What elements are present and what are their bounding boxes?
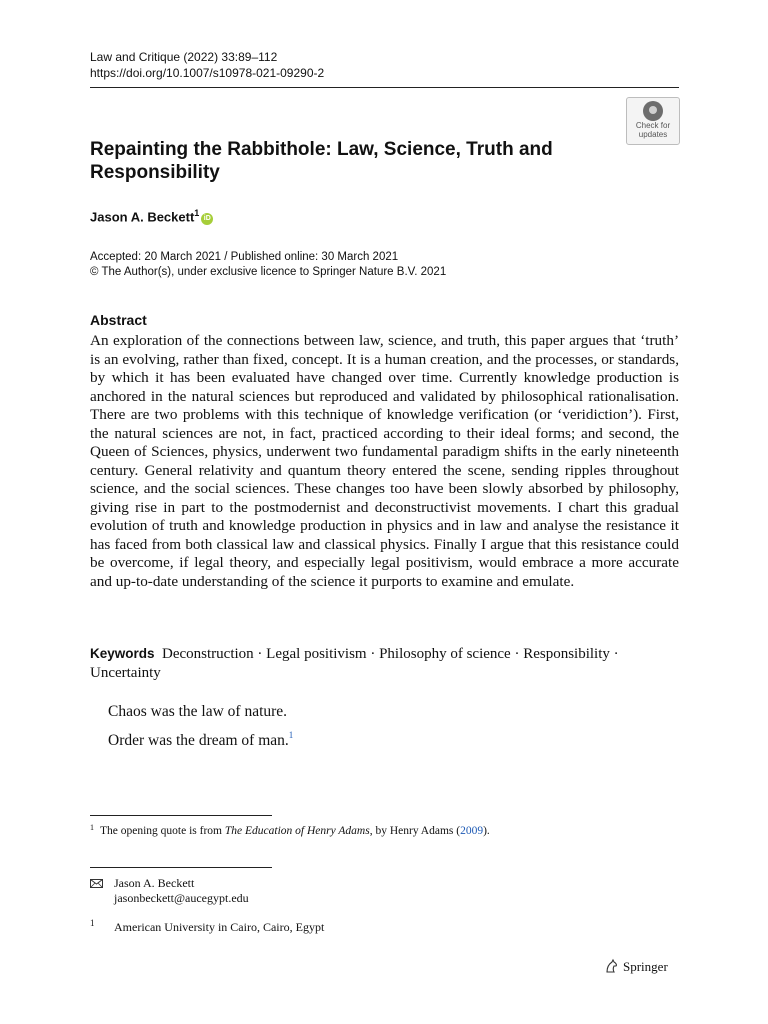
footnote-text-mid: , by Henry Adams ( <box>369 825 461 837</box>
keywords-list: Deconstruction · Legal positivism · Philosophy of science · Responsibility · Uncertainty <box>90 646 619 681</box>
corresponding-author-email[interactable]: jasonbeckett@aucegypt.edu <box>114 891 249 905</box>
footnote-text-before: The opening quote is from <box>100 825 225 837</box>
epigraph-line-2-text: Order was the dream of man. <box>108 732 289 749</box>
footnote-book-title: The Education of Henry Adams <box>224 825 370 837</box>
footnote-number: 1 <box>90 823 94 832</box>
footnote-rule <box>90 815 272 816</box>
author-affiliation-mark: 1 <box>194 208 200 218</box>
footnote-year-link[interactable]: 2009 <box>460 825 484 837</box>
badge-text-line1: Check for <box>635 121 671 130</box>
springer-horse-icon <box>604 958 620 974</box>
keywords <box>90 645 679 682</box>
copyright-notice: © The Author(s), under exclusive licence to Springer Nature B.V. 2021 <box>90 266 447 278</box>
epigraph-line-2 <box>108 730 293 750</box>
footnote-reference[interactable]: 1 <box>288 730 294 740</box>
doi-link[interactable]: https://doi.org/10.1007/s10978-021-09290-2 <box>90 66 325 80</box>
author-name[interactable]: Jason A. Beckett <box>90 209 195 225</box>
journal-header <box>90 49 324 81</box>
publication-info <box>90 250 446 280</box>
author-line <box>90 208 213 225</box>
footnote <box>90 820 490 839</box>
update-icon <box>643 101 663 121</box>
badge-text-line2: updates <box>638 130 668 139</box>
journal-citation: Law and Critique (2022) 33:89–112 <box>90 50 278 64</box>
keywords-label: Keywords <box>90 646 155 661</box>
publisher-name: Springer <box>623 959 668 974</box>
corresponding-author-name: Jason A. Beckett <box>114 876 195 890</box>
article-title: Repainting the Rabbithole: Law, Science, Truth and Responsibility <box>90 139 553 183</box>
abstract-text: An exploration of the connections between law, science, and truth, this paper argues that ‘truth’ is an evolving, rather than fixed, concept. It is a human creation, and the processes, or standards, by which it has been evaluated have changed over time. Currently knowledge production is anchored in the natural sciences but reproduced and validated by philosophical rationalisation. There are two problems with this technique of knowledge verification (or ‘veridiction’). First, the natural sciences are not, in fact, practiced according to their ideal forms; and second, the Queen of Sciences, physics, underwent two fundamental paradigm shifts in the early nineteenth century. General relativity and quantum theory entered the scene, sending ripples throughout science, and the social sciences. These changes too have been slowly absorbed by philosophy, giving rise in part to the postmodernist and deconstructivist movements. I chart this gradual evolution of truth and knowledge production in physics and in law and analyse the resistance it has faced from both classical law and classical physics. Finally I argue that this resistance could be overcome, if legal theory, and especially legal positivism, would embrace a more accurate and up-to-date understanding of the science it purports to examine and emulate. <box>90 332 679 590</box>
epigraph-line-1: Chaos was the law of nature. <box>108 703 288 720</box>
check-for-updates-badge[interactable] <box>626 97 680 145</box>
footnote-text-after: ). <box>483 825 490 837</box>
abstract-heading: Abstract <box>90 312 147 328</box>
publisher-logo <box>604 958 668 975</box>
affiliation-rule <box>90 867 272 868</box>
affiliation-institution: American University in Cairo, Cairo, Egypt <box>114 920 325 934</box>
affiliation-number: 1 <box>90 918 95 928</box>
orcid-icon[interactable]: iD <box>201 213 213 225</box>
publication-dates: Accepted: 20 March 2021 / Published online: 30 March 2021 <box>90 251 399 263</box>
envelope-icon <box>90 879 103 888</box>
header-rule <box>90 87 679 88</box>
